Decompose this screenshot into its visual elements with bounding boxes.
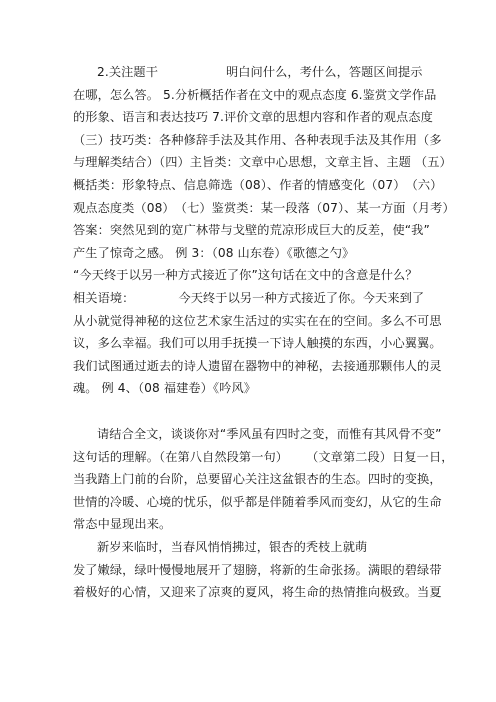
text-line: 2.关注题干 明白问什么，考什么，答题区间提示 [97, 65, 423, 79]
text-line: 这句话的理解。（在第八自然段第一句） （文章第二段）日复一日， [73, 449, 454, 464]
text-line: （三）技巧类：各种修辞手法及其作用、各种表现手法及其作用（多 [73, 132, 442, 147]
text-line: 从小就觉得神秘的这位艺术家生活过的实实在在的空间。多么不可思 [73, 313, 442, 328]
text-line: 着极好的心情，又迎来了凉爽的夏风，将生命的热情推向极致。当夏 [73, 585, 442, 600]
text-line: 常态中显现出来。 [73, 517, 172, 532]
text-line: “今天终于以另一种方式接近了你”这句话在文中的含意是什么？ [73, 268, 418, 283]
text-line: 当我踏上门前的台阶，总要留心关注这盆银杏的生态。四时的变换， [73, 472, 442, 487]
text-line: 的形象、语言和表达技巧 7.评价文章的思想内容和作者的观点态度 [73, 110, 433, 125]
text-line: 概括类：形象特点、信息筛选（08）、作者的情感变化（07） （六） [73, 177, 443, 192]
text-line: 在哪，怎么答。 5.分析概括作者在文中的观点态度 6.鉴赏文学作品 [73, 87, 437, 102]
text-line: 相关语境： 今天终于以另一种方式接近了你。今天来到了 [73, 290, 425, 305]
text-line: 答案：突然见到的宽广林带与戈壁的荒凉形成巨大的反差，使“我” [73, 223, 430, 238]
text-line: 与理解类结合）（四）主旨类：文章中心思想，文章主旨、主题 （五） [73, 155, 452, 170]
text-line: 产生了惊奇之感。 例 3：（08 山东卷）《歌德之勺》 [73, 245, 355, 260]
text-line: 请结合全文，谈谈你对“季风虽有四时之变，而惟有其风骨不变” [97, 427, 442, 441]
text-line: 新岁来临时，当春风悄悄拂过，银杏的秃枝上就萌 [97, 539, 368, 554]
document-body-lower [73, 423, 454, 604]
text-line: 发了嫩绿，绿叶慢慢地展开了翅膀，将新的生命张扬。满眼的碧绿带 [73, 562, 442, 577]
text-line: 我们试图通过逝去的诗人遗留在器物中的神秘，去接通那颗伟人的灵 [73, 358, 442, 373]
text-line: 议，多么幸福。我们可以用手抚摸一下诗人触摸的东西，小心翼翼。 [73, 336, 442, 351]
text-line: 世情的冷暖、心境的忧乐，似乎都是伴随着季风而变幻，从它的生命 [73, 494, 442, 509]
document-body-upper [73, 61, 455, 400]
text-line: 魂。 例 4、（08 福建卷）《吟风》 [73, 381, 257, 396]
text-line: 观点态度类（08） （七）鉴赏类：某一段落（07）、某一方面（月考） [73, 200, 455, 215]
